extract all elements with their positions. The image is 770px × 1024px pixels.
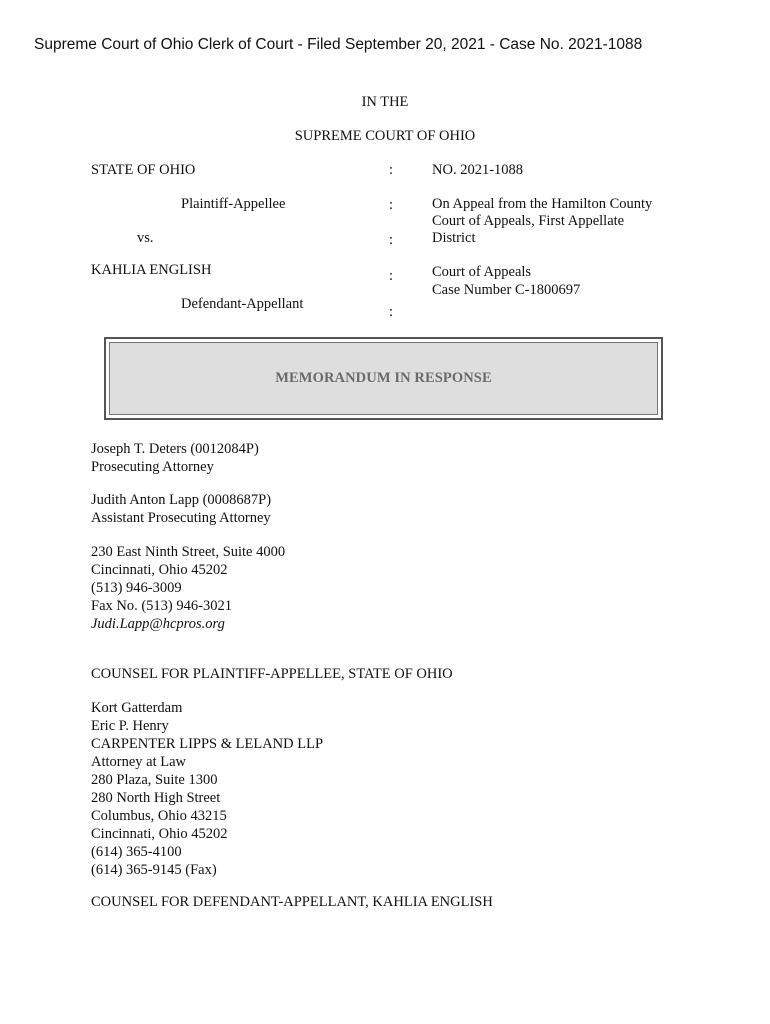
defense-counsel-block xyxy=(91,699,323,879)
appeal-line-2: Court of Appeals, First Appellate xyxy=(432,213,625,229)
prosecutor-fax: Fax No. (513) 946-3021 xyxy=(91,598,232,614)
counsel-defendant-label xyxy=(91,893,493,911)
memorandum-title-inner xyxy=(109,342,658,415)
prosecutor-contact-block xyxy=(91,543,285,633)
defense-line: (614) 365-4100 xyxy=(91,844,182,860)
defense-line: Attorney at Law xyxy=(91,754,187,770)
court-of-appeals-case-number: Case Number C-1800697 xyxy=(432,282,581,298)
counsel-plaintiff-text: COUNSEL FOR PLAINTIFF-APPELLEE, STATE OF OHIO xyxy=(91,666,453,682)
case-number: NO. 2021-1088 xyxy=(432,162,524,178)
prosecutor-address-2: Cincinnati, Ohio 45202 xyxy=(91,562,228,578)
caption-colon-5: : xyxy=(389,304,394,320)
defense-line: Eric P. Henry xyxy=(91,718,169,734)
filing-header: Supreme Court of Ohio Clerk of Court - Filed September 20, 2021 - Case No. 2021-1088 xyxy=(34,36,643,53)
caption-colon-3: : xyxy=(389,232,394,248)
prosecutor-address-1: 230 East Ninth Street, Suite 4000 xyxy=(91,544,286,560)
defense-line: Kort Gatterdam xyxy=(91,700,183,716)
court-heading-name: SUPREME COURT OF OHIO xyxy=(294,128,476,144)
prosecutor-email: Judi.Lapp@hcpros.org xyxy=(91,616,225,632)
plaintiff-name: STATE OF OHIO xyxy=(91,162,196,178)
memorandum-title-box xyxy=(104,337,663,420)
prosecutor-phone: (513) 946-3009 xyxy=(91,580,182,596)
prosecutor-name: Joseph T. Deters (0012084P) xyxy=(91,441,259,457)
defendant-name: KAHLIA ENGLISH xyxy=(91,262,212,278)
defense-line: CARPENTER LIPPS & LELAND LLP xyxy=(91,736,324,752)
prosecutor-block xyxy=(91,440,259,476)
assistant-prosecutor-name: Judith Anton Lapp (0008687P) xyxy=(91,492,272,508)
assistant-prosecutor-title: Assistant Prosecuting Attorney xyxy=(91,510,271,526)
defense-line: Cincinnati, Ohio 45202 xyxy=(91,826,228,842)
prosecutor-title: Prosecuting Attorney xyxy=(91,459,214,475)
caption-colon-1: : xyxy=(389,162,394,178)
versus-label: vs. xyxy=(137,230,154,246)
counsel-plaintiff-label xyxy=(91,665,453,683)
court-of-appeals-label: Court of Appeals xyxy=(432,264,532,280)
defendant-role: Defendant-Appellant xyxy=(181,296,304,312)
defense-line: Columbus, Ohio 43215 xyxy=(91,808,227,824)
memorandum-title: MEMORANDUM IN RESPONSE xyxy=(275,370,492,386)
defense-line: (614) 365-9145 (Fax) xyxy=(91,862,217,878)
plaintiff-role: Plaintiff-Appellee xyxy=(181,196,286,212)
caption-colon-2: : xyxy=(389,197,394,213)
appeal-line-3: District xyxy=(432,230,476,246)
defense-line: 280 Plaza, Suite 1300 xyxy=(91,772,218,788)
counsel-defendant-text: COUNSEL FOR DEFENDANT-APPELLANT, KAHLIA ENGLISH xyxy=(91,894,493,910)
defense-line: 280 North High Street xyxy=(91,790,221,806)
court-heading-in-the: IN THE xyxy=(361,94,409,110)
assistant-prosecutor-block xyxy=(91,491,271,527)
caption-colon-4: : xyxy=(389,268,394,284)
appeal-line-1: On Appeal from the Hamilton County xyxy=(432,196,653,212)
